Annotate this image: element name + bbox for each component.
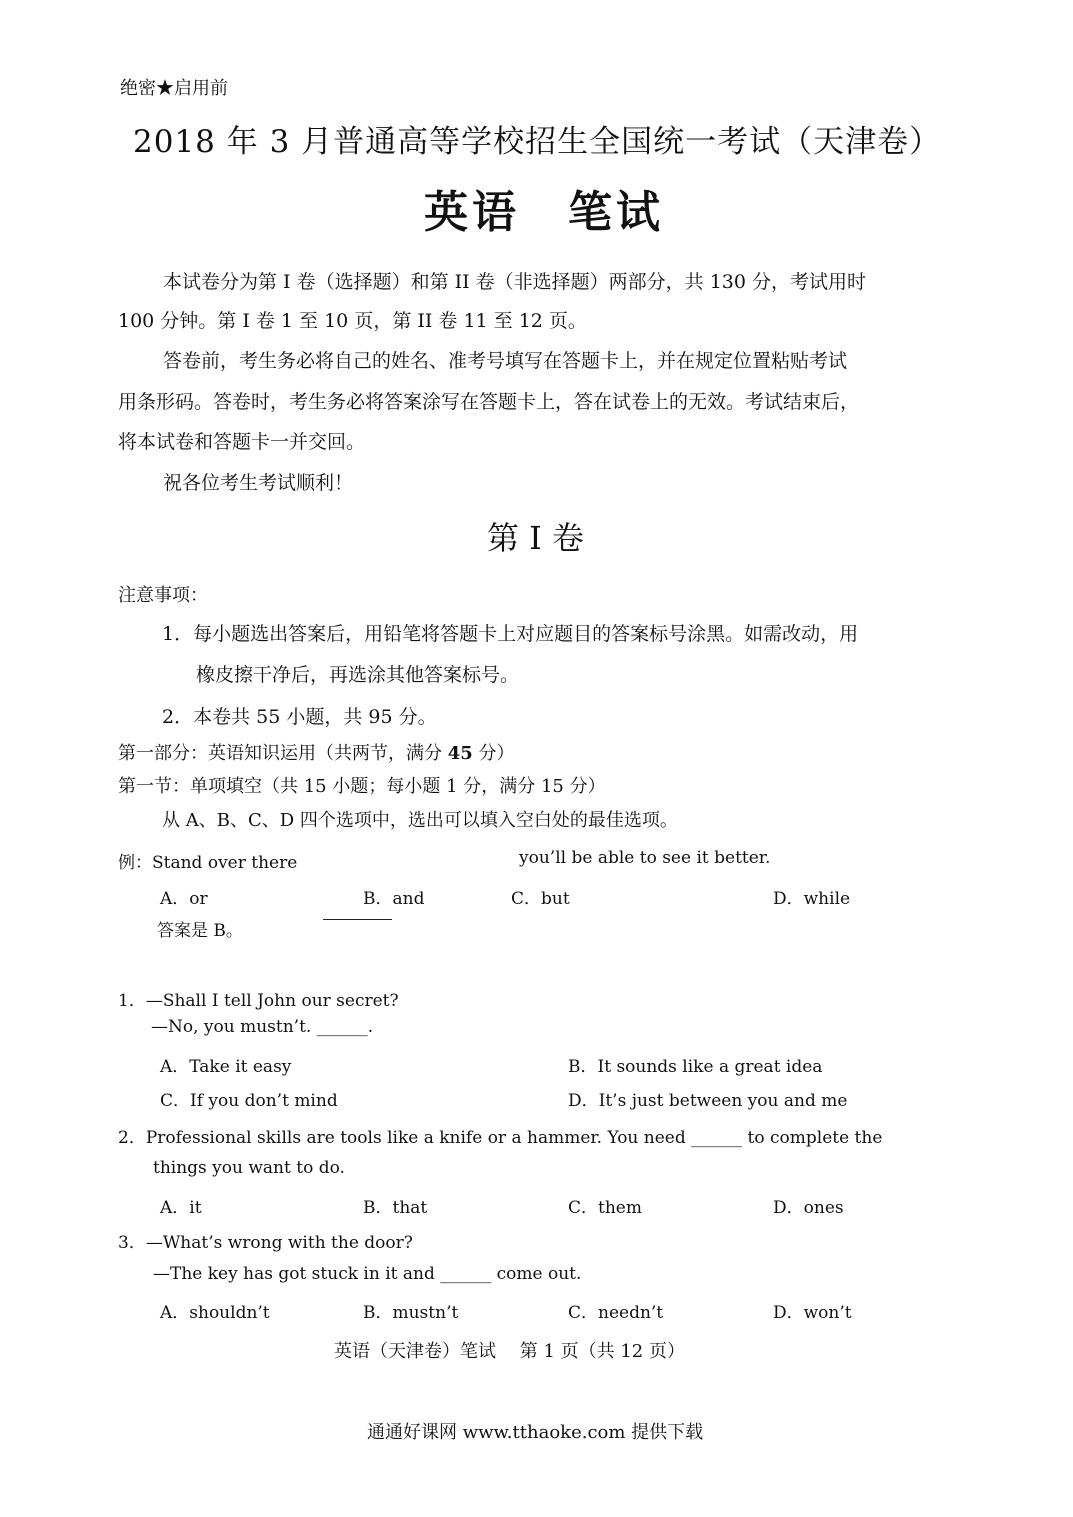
question-1-option-b: B．It sounds like a great idea xyxy=(568,1057,823,1077)
example-option-d: D．while xyxy=(773,889,851,909)
subject-title: 英语 笔试 xyxy=(424,187,664,238)
section1-heading: 第一节：单项填空（共 15 小题；每小题 1 分，满分 15 分） xyxy=(118,776,606,797)
note-item: 1．每小题选出答案后，用铅笔将答题卡上对应题目的答案标号涂黑。如需改动，用 xyxy=(162,623,859,645)
question-3-option-d: D．won’t xyxy=(773,1303,852,1323)
example-answer-blank xyxy=(323,919,392,920)
volume-title: 第 I 卷 xyxy=(487,519,584,557)
section1-instruction: 从 A、B、C、D 四个选项中，选出可以填入空白处的最佳选项。 xyxy=(162,810,678,831)
intro-line: 答卷前，考生务必将自己的姓名、准考号填写在答题卡上，并在规定位置粘贴考试 xyxy=(163,350,848,372)
question-3-stem: —The key has got stuck in it and ______ come out. xyxy=(153,1264,582,1284)
note-item: 橡皮擦干净后，再选涂其他答案标号。 xyxy=(196,664,520,686)
example-option-b: B．and xyxy=(363,889,425,909)
question-1-option-d: D．It’s just between you and me xyxy=(568,1091,848,1111)
intro-line: 用条形码。答卷时，考生务必将答案涂写在答题卡上，答在试卷上的无效。考试结束后， xyxy=(118,391,860,413)
question-1-option-a: A．Take it easy xyxy=(160,1057,292,1077)
question-1-stem: 1．—Shall I tell John our secret? xyxy=(118,991,399,1011)
notes-heading: 注意事项： xyxy=(118,585,208,606)
page-footer: 英语（天津卷）笔试 第 1 页（共 12 页） xyxy=(334,1341,685,1362)
intro-line: 本试卷分为第 I 卷（选择题）和第 II 卷（非选择题）两部分，共 130 分，考试用时 xyxy=(163,271,867,293)
part1-heading: 第一部分：英语知识运用（共两节，满分 45 分） xyxy=(118,743,515,764)
question-2-stem: 2．Professional skills are tools like a knife or a hammer. You need ______ to complete the xyxy=(118,1128,883,1148)
example-option-a: A．or xyxy=(160,889,208,909)
example-stem: 例：Stand over there xyxy=(118,853,298,873)
question-3-option-a: A．shouldn’t xyxy=(160,1303,270,1323)
question-2-stem: things you want to do. xyxy=(153,1158,345,1178)
question-3-option-c: C．needn’t xyxy=(568,1303,664,1323)
example-option-c: C．but xyxy=(511,889,570,909)
wish-text: 祝各位考生考试顺利！ xyxy=(163,472,354,494)
source-footer: 通通好课网 www.tthaoke.com 提供下载 xyxy=(367,1422,704,1443)
question-3-option-b: B．mustn’t xyxy=(363,1303,459,1323)
secret-label: 绝密★启用前 xyxy=(120,78,228,99)
example-answer: 答案是 B。 xyxy=(157,921,243,941)
exam-title: 2018 年 3 月普通高等学校招生全国统一考试（天津卷） xyxy=(133,124,942,160)
question-2-option-c: C．them xyxy=(568,1198,642,1218)
intro-line: 将本试卷和答题卡一并交回。 xyxy=(118,431,366,453)
question-2-option-a: A．it xyxy=(160,1198,202,1218)
question-1-option-c: C．If you don’t mind xyxy=(160,1091,338,1111)
example-stem-rest: you’ll be able to see it better. xyxy=(519,848,771,868)
question-2-option-d: D．ones xyxy=(773,1198,844,1218)
question-3-stem: 3．—What’s wrong with the door? xyxy=(118,1233,413,1253)
question-2-option-b: B．that xyxy=(363,1198,428,1218)
intro-line: 100 分钟。第 I 卷 1 至 10 页，第 II 卷 11 至 12 页。 xyxy=(118,310,587,332)
question-1-stem: —No, you mustn’t. ______. xyxy=(151,1017,374,1037)
note-item: 2．本卷共 55 小题，共 95 分。 xyxy=(162,706,437,728)
